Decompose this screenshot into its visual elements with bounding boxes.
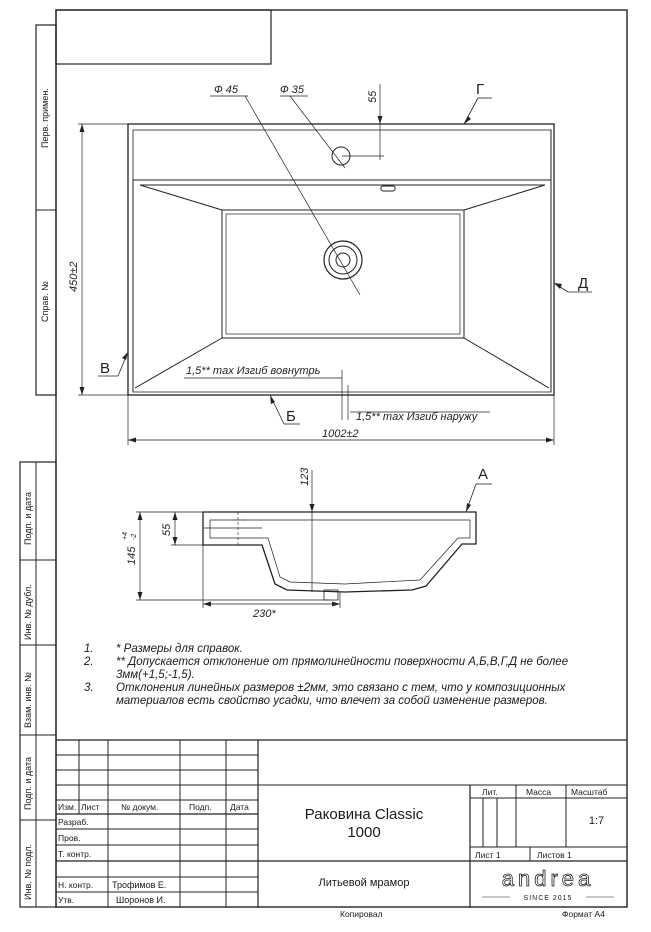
label-v: В bbox=[100, 360, 111, 377]
label-vzam-inv: Взам. инв. № bbox=[23, 672, 33, 728]
label-a: А bbox=[478, 466, 489, 483]
note-1: 1. * Размеры для справок. bbox=[84, 643, 243, 655]
material-text: Литьевой мрамор bbox=[318, 877, 410, 889]
svg-text:andrea: andrea bbox=[501, 866, 595, 891]
dim-145-tol-upper: +4 bbox=[122, 532, 129, 540]
footer-copied: Копировал bbox=[340, 909, 383, 919]
label-g: Г bbox=[476, 81, 485, 98]
sheet-count: Листов 1 bbox=[537, 850, 572, 860]
bend-outward-note: 1,5** max Изгиб наружу bbox=[356, 411, 478, 423]
note-3: 3. Отклонения линейных размеров ±2мм, это связано с тем, что у композиционных материалов есть свойство усадки, что влечет за собой изменение размеров. bbox=[84, 682, 566, 707]
name-utv: Шоронов И. bbox=[116, 895, 166, 905]
title-line-1: Раковина Classic bbox=[304, 806, 424, 823]
dim-145: 145 bbox=[126, 546, 138, 565]
andrea-logo bbox=[482, 866, 614, 902]
hdr-izm: Изм. bbox=[58, 802, 77, 812]
dim-width: 1002±2 bbox=[322, 428, 359, 440]
label-inv-podl: Инв. № подл. bbox=[23, 843, 33, 900]
label-inv-dubl: Инв. № дубл. bbox=[23, 584, 33, 640]
title-line-2: 1000 bbox=[347, 824, 381, 841]
label-podp-data-1: Подп. и дата bbox=[23, 491, 33, 545]
dim-height: 450±2 bbox=[68, 261, 80, 292]
dim-145-tol-lower: -2 bbox=[131, 533, 138, 540]
hdr-lit: Лит. bbox=[482, 787, 498, 797]
top-view-drawing bbox=[78, 84, 592, 445]
name-n-kontr: Трофимов Е. bbox=[112, 880, 167, 890]
hdr-massa: Масса bbox=[526, 787, 552, 797]
notes-block bbox=[84, 643, 604, 708]
drawing-title bbox=[258, 806, 470, 842]
hdr-doc-no: № докум. bbox=[121, 802, 159, 812]
label-sprav-no: Справ. № bbox=[40, 281, 50, 322]
dim-123: 123 bbox=[299, 467, 311, 486]
label-d: Д bbox=[578, 275, 589, 292]
dim-diameter-45: Ф 45 bbox=[214, 84, 239, 96]
footer-format: Формат А4 bbox=[562, 909, 605, 919]
role-utv: Утв. bbox=[58, 895, 75, 905]
dim-55-side: 55 bbox=[161, 523, 173, 536]
role-razrab: Разраб. bbox=[58, 817, 89, 827]
label-perv-primen: Перв. примен. bbox=[40, 88, 50, 148]
hdr-podp: Подп. bbox=[189, 802, 212, 812]
role-prov: Пров. bbox=[58, 833, 81, 843]
note-2: 2. ** Допускается отклонение от прямолинейности поверхности А,Б,В,Г,Д не более 3мм(+1,5;-1,5). bbox=[84, 656, 569, 681]
svg-text:SINCE 2015: SINCE 2015 bbox=[523, 895, 573, 902]
dim-55-top: 55 bbox=[367, 90, 379, 103]
sheet-number: Лист 1 bbox=[475, 850, 501, 860]
hdr-masshtab: Масштаб bbox=[571, 787, 608, 797]
dim-diameter-35: Ф 35 bbox=[280, 84, 305, 96]
label-b: Б bbox=[286, 408, 296, 425]
side-view-drawing bbox=[136, 470, 492, 608]
role-n-kontr: Н. контр. bbox=[58, 880, 94, 890]
scale-value: 1:7 bbox=[588, 815, 605, 827]
bend-inward-note: 1,5** max Изгиб вовнутрь bbox=[186, 365, 321, 377]
hdr-data: Дата bbox=[230, 802, 249, 812]
hdr-list: Лист bbox=[81, 802, 100, 812]
role-t-kontr: Т. контр. bbox=[58, 849, 92, 859]
dim-230: 230* bbox=[253, 608, 276, 620]
label-podp-data-2: Подп. и дата bbox=[23, 756, 33, 810]
